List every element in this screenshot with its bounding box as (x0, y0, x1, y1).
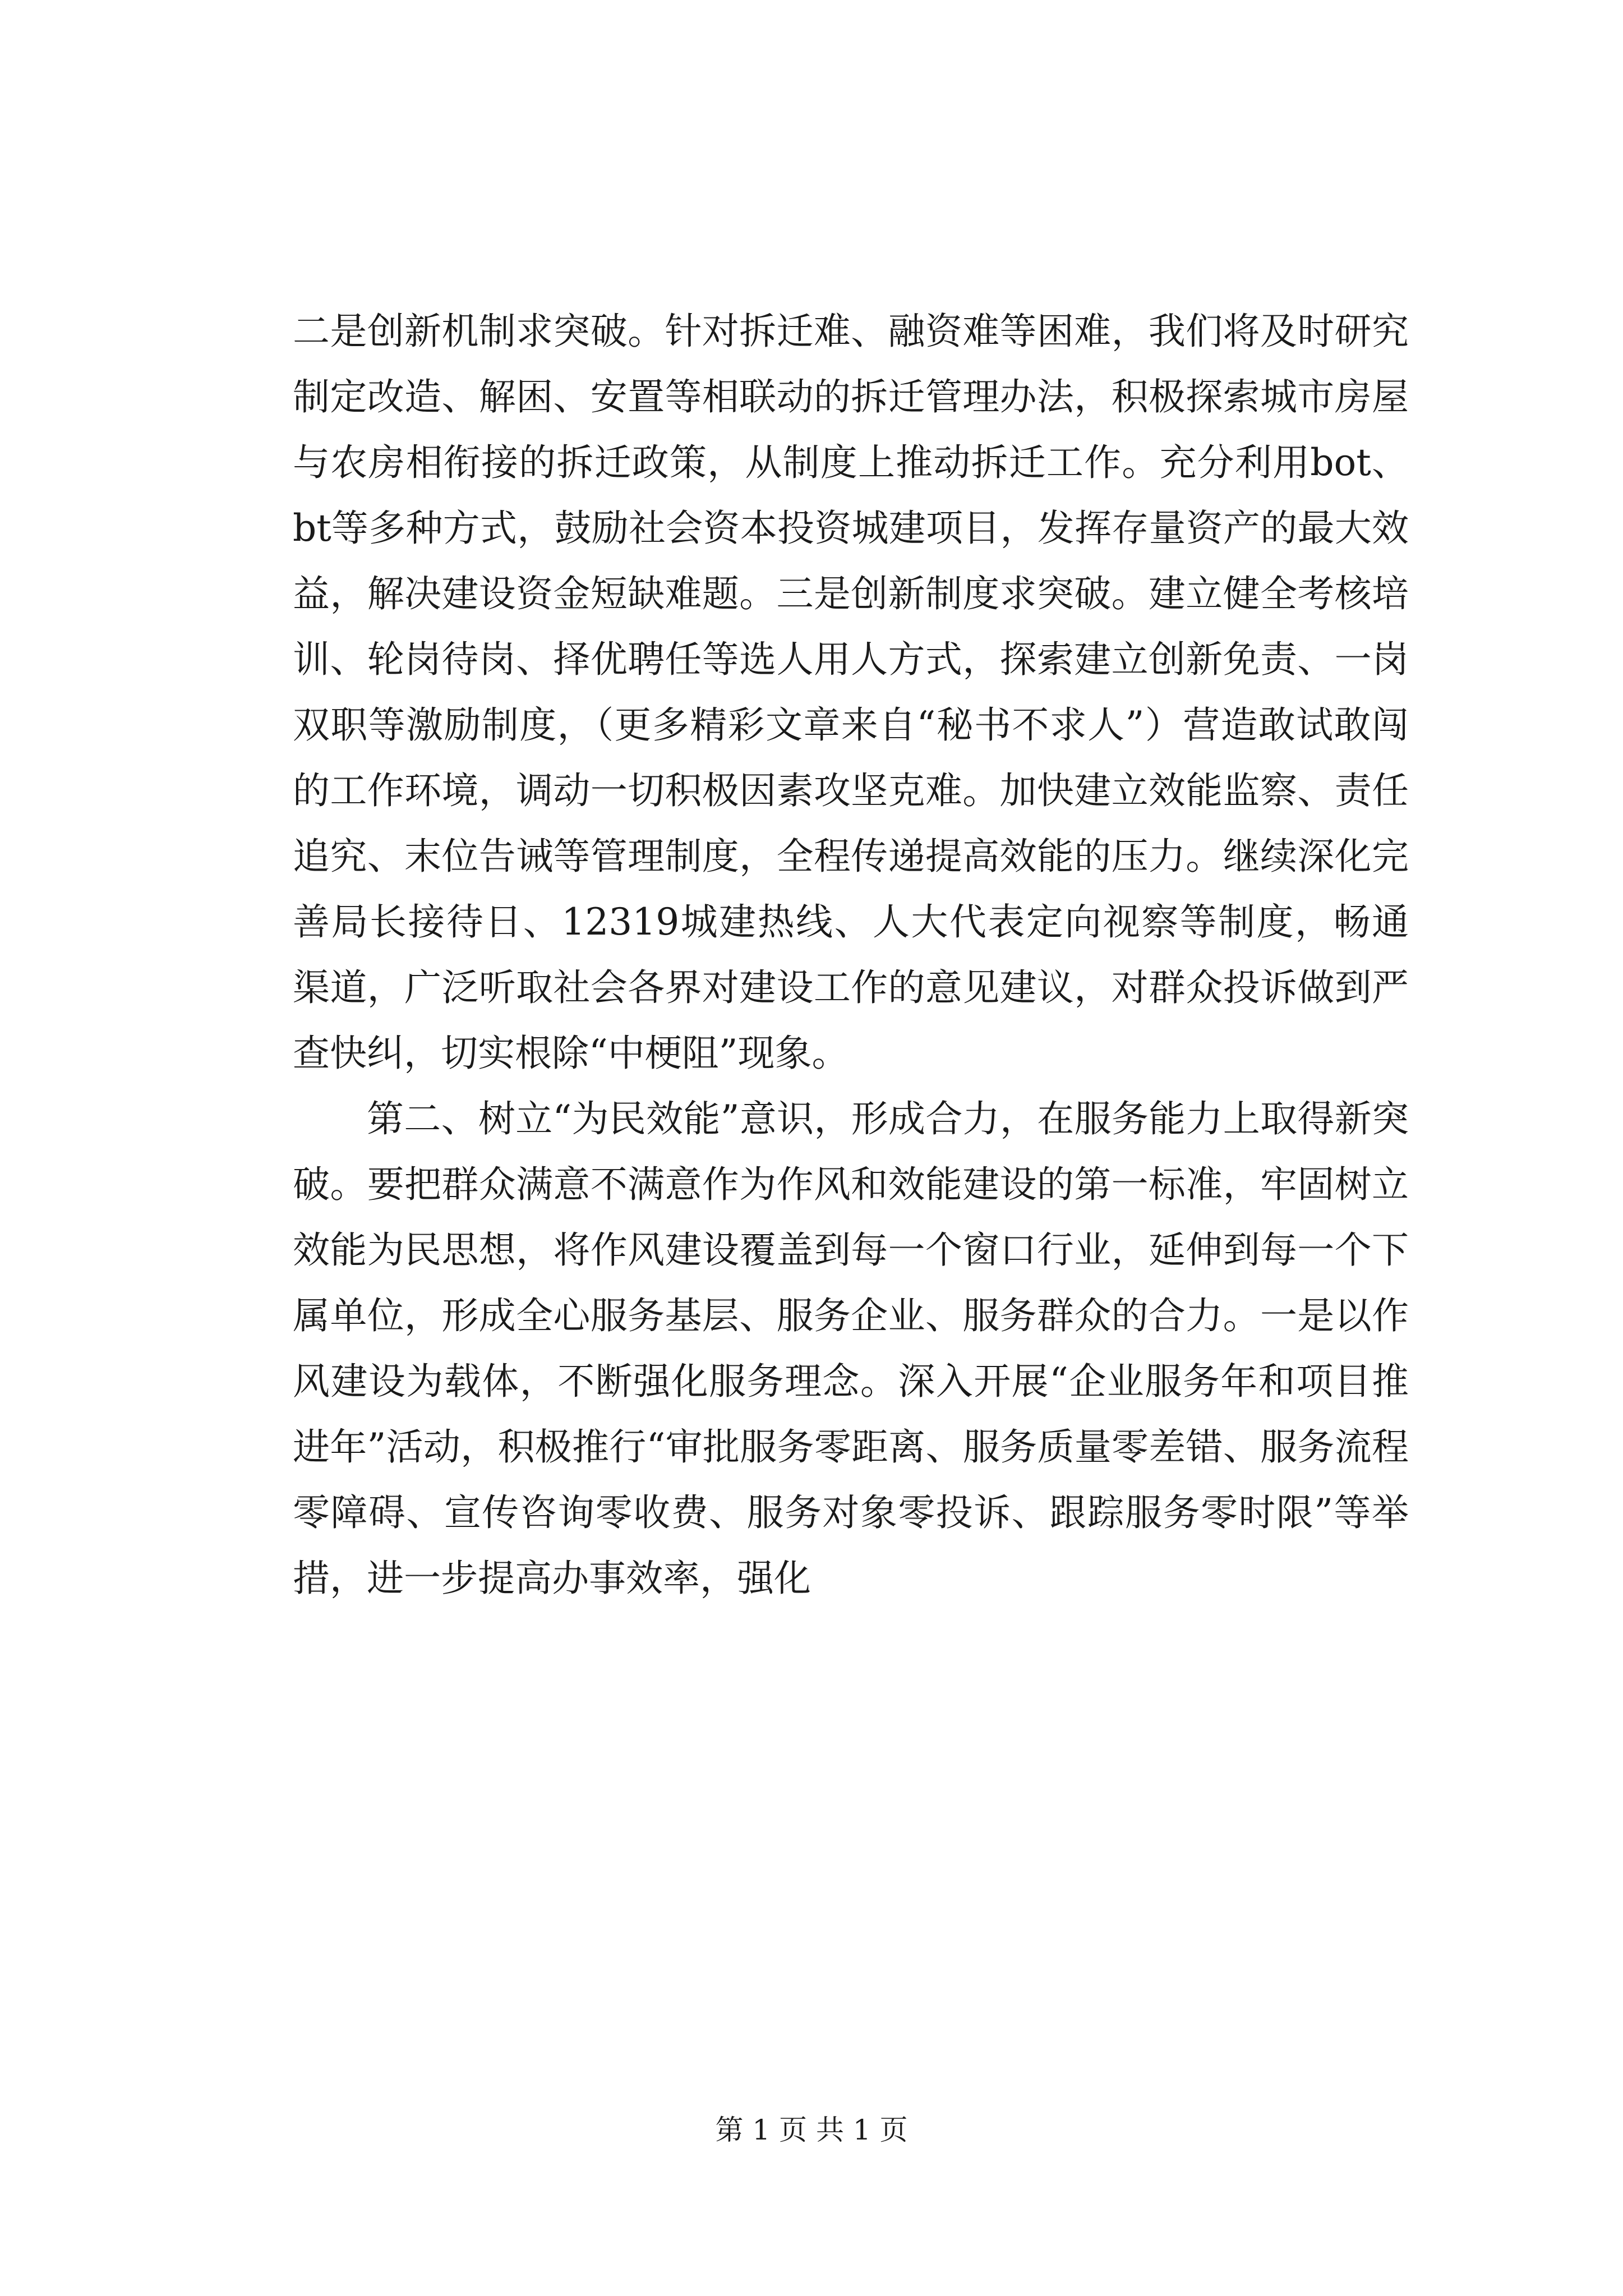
page-footer: 第 1 页 共 1 页 (715, 2114, 908, 2146)
document-body (293, 298, 1409, 1611)
paragraph-reform-mechanisms: 二是创新机制求突破。针对拆迁难、融资难等困难，我们将及时研究制定改造、解困、安置等相联动的拆迁管理办法，积极探索城市房屋与农房相衔接的拆迁政策，从制度上推动拆迁工作。充分利用bot、bt等多种方式，鼓励社会资本投资城建项目，发挥存量资产的最大效益，解决建设资金短缺难题。三是创新制度求突破。建立健全考核培训、轮岗待岗、择优聘任等选人用人方式，探索建立创新免责、一岗双职等激励制度，（更多精彩文章来自“秘书不求人”）营造敢试敢闯的工作环境，调动一切积极因素攻坚克难。加快建立效能监察、责任追究、末位告诫等管理制度，全程传递提高效能的压力。继续深化完善局长接待日、12319城建热线、人大代表定向视察等制度，畅通渠道，广泛听取社会各界对建设工作的意见建议，对群众投诉做到严查快纠，切实根除“中梗阻”现象。 (293, 310, 1409, 1075)
paragraph-service-awareness: 第二、树立“为民效能”意识，形成合力，在服务能力上取得新突破。要把群众满意不满意作为作风和效能建设的第一标准，牢固树立效能为民思想，将作风建设覆盖到每一个窗口行业，延伸到每一个下属单位，形成全心服务基层、服务企业、服务群众的合力。一是以作风建设为载体，不断强化服务理念。深入开展“企业服务年和项目推进年”活动，积极推行“审批服务零距离、服务质量零差错、服务流程零障碍、宣传咨询零收费、服务对象零投诉、跟踪服务零时限”等举措，进一步提高办事效率，强化 (293, 1097, 1409, 1600)
